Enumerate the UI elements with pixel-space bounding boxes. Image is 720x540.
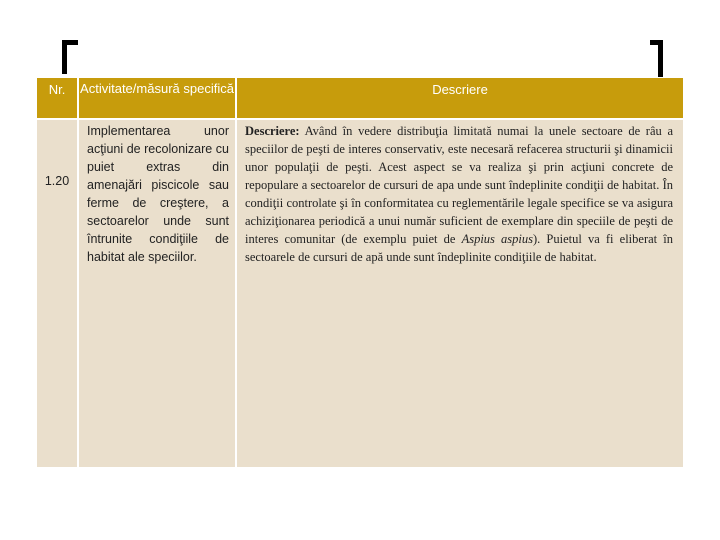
row-description-text: [245, 122, 673, 266]
description-part2: ). Puietul va fi eliberat în sectoarele de cursuri de apă unde sunt îndeplinite condiţiile de habitat.: [245, 232, 673, 264]
row-number: 1.20: [44, 174, 70, 188]
row-activity-cell: [79, 120, 235, 467]
header-description: [237, 78, 683, 118]
header-nr: [37, 78, 77, 118]
header-nr-label: Nr.: [48, 82, 66, 97]
description-part1: Având în vedere distribuţia limitată numai la unele sectoare de râu a speciilor de peşti de interes conservativ, este necesară refacerea structurii şi dinamicii unor populaţii de peşti. Acest aspect se va realiza şi prin acţiuni concrete de repopulare a sectoarelor de cursuri de apa unde sunt îndeplinite condiţii de habitat. În condiţii controlate şi în conformitatea cu reglementările legale specifice se va asigura achiziţionarea periodică a unui număr suficient de exemplare din speciile de peşti de interes comunitar (de exemplu puiet de: [245, 124, 673, 246]
description-species: Aspius aspius: [461, 232, 533, 246]
left-bracket-decoration: [62, 40, 67, 74]
header-activity-label: Activitate/măsură specifică: [80, 81, 234, 96]
header-activity: [79, 78, 235, 118]
row-nr-cell: [37, 120, 77, 467]
right-bracket-decoration: [658, 40, 663, 77]
row-description-cell: [237, 120, 683, 467]
left-bracket-decoration-top: [62, 40, 78, 45]
header-description-label: Descriere: [432, 82, 488, 97]
description-label: Descriere:: [245, 124, 300, 138]
right-bracket-decoration-top: [650, 40, 663, 45]
row-activity-text: Implementarea unor acţiuni de recolonizare cu puiet extras din amenajări piscicole sau ferme de creştere, a sectoarelor unde sunt întrunite condiţiile de habitat ale speciilor.: [87, 124, 229, 264]
